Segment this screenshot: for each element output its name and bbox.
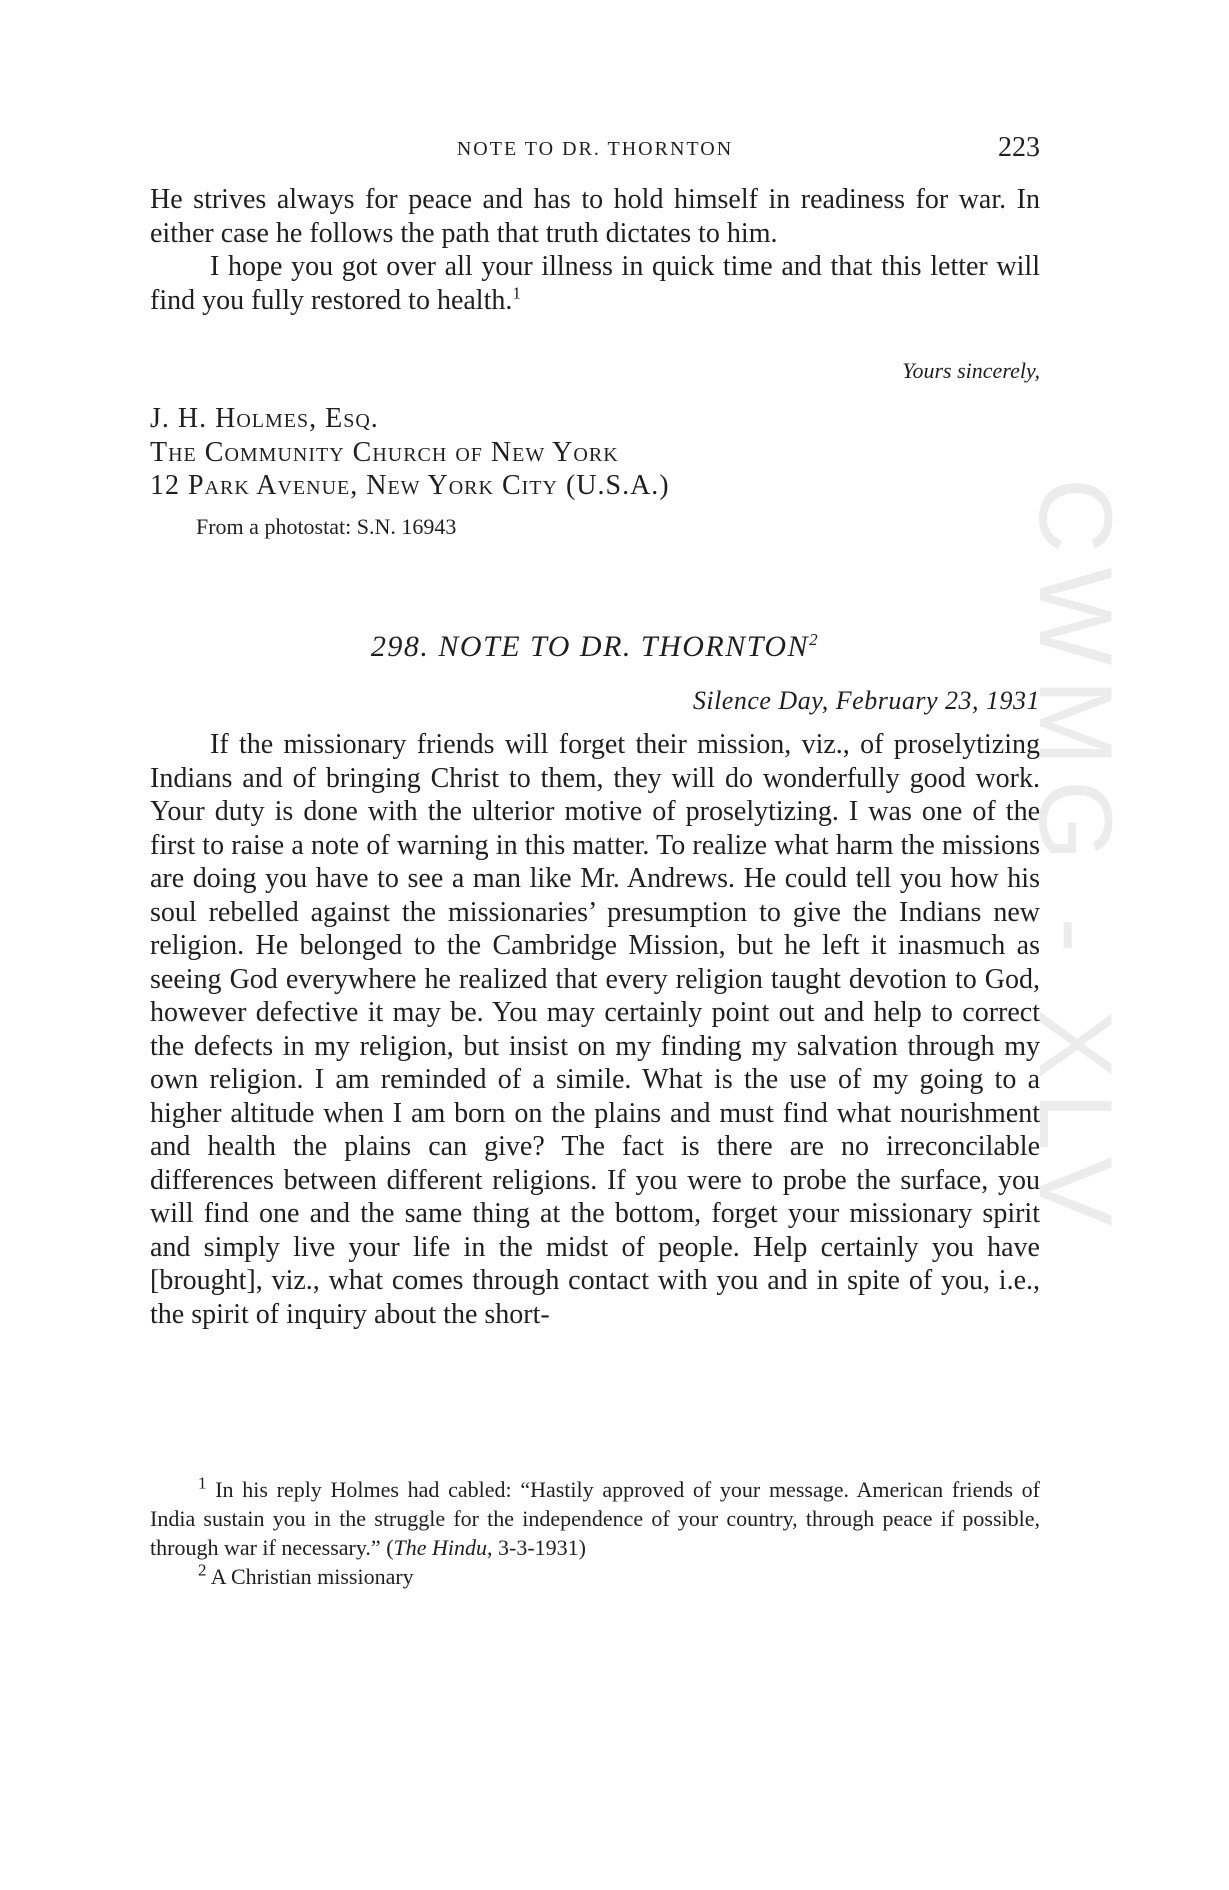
letter-paragraph-2-text: I hope you got over all your illness in quick time and that this letter will find you fully restored to health. — [150, 251, 1040, 316]
letter-body — [150, 183, 1040, 317]
dateline: Silence Day, February 23, 1931 — [692, 686, 1040, 715]
footnotes — [150, 1475, 1040, 1591]
section-heading — [150, 630, 1040, 664]
section-heading-text: 298. NOTE TO DR. THORNTON — [370, 630, 810, 663]
footnote-ref-1: 1 — [512, 283, 521, 303]
address-line-1: J. H. Holmes, Esq. — [150, 403, 379, 434]
footnote-1-mark: 1 — [198, 1473, 207, 1493]
footnote-1-text: In his reply Holmes had cabled: “Hastily approved of your message. American friends of India sustain you in the struggle for the independence of your country, through peace if possible, through war if necessary.” ( — [150, 1477, 1040, 1560]
address-line-3: 12 Park Avenue, New York City (U.S.A.) — [150, 470, 670, 501]
footnote-2-mark: 2 — [198, 1560, 207, 1580]
running-head — [150, 132, 1040, 166]
running-title: NOTE TO DR. THORNTON — [456, 138, 734, 160]
footnote-ref-2: 2 — [809, 630, 820, 649]
source-note: From a photostat: S.N. 16943 — [196, 514, 457, 539]
footnote-2-text: A Christian missionary — [210, 1564, 414, 1589]
section-body — [150, 728, 1040, 1331]
section-paragraph: If the missionary friends will forget their mission, viz., of proselytizing Indians and of bringing Christ to them, they will do wonderfully good work. Your duty is done with the ulterior motive of proselytizing. I was one of the first to raise a note of warning in this matter. To realize what harm the missions are doing you have to see a man like Mr. Andrews. He could tell you how his soul rebelled against the missionaries’ presumption to give the Indians new religion. He belonged to the Cambridge Mission, but he left it inasmuch as seeing God everywhere he realized that every religion taught devotion to God, however defective it may be. You may certainly point out and help to correct the defects in my religion, but insist on my finding my salvation through my own religion. I am reminded of a simile. What is the use of my going to a higher altitude when I am born on the plains and must find what nourishment and health the plains can give? The fact is there are no irreconcilable differences between different religions. If you were to probe the surface, you will find one and the same thing at the bottom, forget your missionary spirit and simply live your life in the midst of people. Help certainly you have [brought], viz., what comes through contact with you and in spite of you, i.e., the spirit of inquiry about the short- — [150, 729, 1040, 1330]
footnote-2 — [150, 1562, 1040, 1591]
recipient-address — [150, 402, 670, 503]
letter-paragraph-1: He strives always for peace and has to hold himself in readiness for war. In either case he follows the path that truth dictates to him. — [150, 184, 1040, 249]
cwmg-watermark: CWMG - XLV — [1017, 478, 1133, 1241]
address-line-2: The Community Church of New York — [150, 436, 619, 468]
footnote-1 — [150, 1475, 1040, 1562]
footnote-1-italic: The Hindu — [393, 1535, 488, 1560]
page-number: 223 — [998, 132, 1040, 163]
footnote-1-tail: , 3-3-1931) — [487, 1535, 587, 1560]
letter-paragraph-2 — [150, 250, 1040, 317]
letter-closing: Yours sincerely, — [902, 358, 1040, 383]
